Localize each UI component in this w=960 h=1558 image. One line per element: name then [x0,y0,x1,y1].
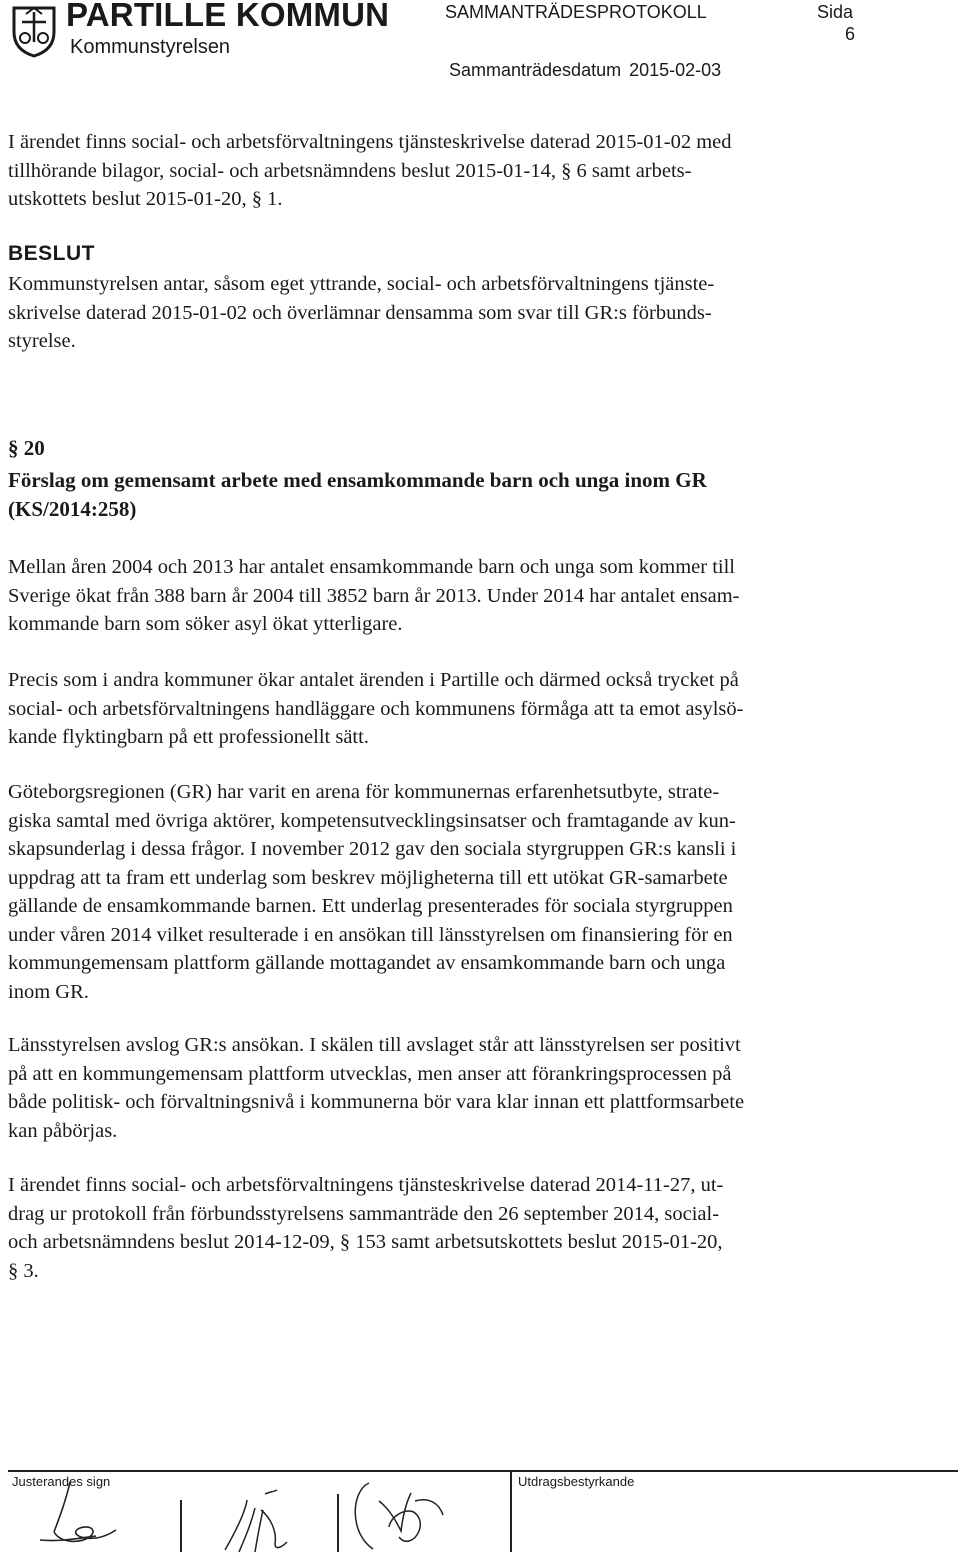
text-line: kommande barn som söker asyl ökat ytterligare. [8,613,403,635]
text-line: styrelse. [8,330,76,352]
municipal-coat-of-arms-logo [4,2,64,58]
text-line: social- och arbetsförvaltningens handläggare och kommunens förmåga att ta emot asylsö- [8,697,744,720]
meeting-date-label: Sammanträdesdatum [449,60,622,80]
footer-divider [8,1470,958,1472]
text-line: Göteborgsregionen (GR) har varit en arena för kommunernas erfarenhetsutbyte, strate- [8,781,720,803]
signature-divider [180,1500,182,1552]
page-number: 6 [845,24,856,44]
text-line: inom GR. [8,980,89,1003]
section-title: Förslag om gemensamt arbete med ensamkommande barn och unga inom GR [8,468,707,492]
text-line: och arbetsnämndens beslut 2014-12-09, § 153 samt arbetsutskottets beslut 2015-01-20, [8,1231,723,1253]
signature-divider [510,1472,512,1552]
text-line: Mellan åren 2004 och 2013 har antalet ensamkommande barn och unga som kommer till [8,556,735,578]
text-line: I ärendet finns social- och arbetsförvaltningens tjänsteskrivelse daterad 2015-01-02 med [8,131,732,153]
signature-3 [345,1475,455,1555]
signature-1 [20,1480,120,1550]
text-line: Kommunstyrelsen antar, såsom eget yttrande, social- och arbetsförvaltningens tjänste- [8,273,715,295]
text-line: skrivelse daterad 2015-01-02 och överlämnar densamma som svar till GR:s förbunds- [8,301,712,324]
body-paragraph [8,778,948,1006]
text-line: I ärendet finns social- och arbetsförvaltningens tjänsteskrivelse daterad 2014-11-27, ut- [8,1174,724,1196]
text-line: kommungemensam plattform gällande mottagandet av ensamkommande barn och unga [8,952,726,974]
section-number: § 20 [8,436,45,460]
justerandes-sign-label: Justerandes sign [12,1474,111,1489]
text-line: kan påbörjas. [8,1119,118,1142]
beslut-heading: BESLUT [8,242,95,265]
text-line: Precis som i andra kommuner ökar antalet ärenden i Partille och därmed också trycket på [8,669,739,691]
signature-divider [337,1494,339,1552]
text-line: skapsunderlag i dessa frågor. I november 2012 gav den sociala styrgruppen GR:s kansli i [8,838,737,860]
text-line: under våren 2014 vilket resulterade i en ansökan till länsstyrelsen om finansiering för en [8,923,733,946]
text-line: både politisk- och förvaltningsnivå i kommunerna bör vara klar innan ett plattformsarbete [8,1091,745,1113]
text-line: utskottets beslut 2015-01-20, § 1. [8,188,283,210]
body-paragraph [8,553,948,639]
text-line: tillhörande bilagor, social- och arbetsnämndens beslut 2015-01-14, § 6 samt arbets- [8,159,692,182]
utdragsbestyrkande-label: Utdragsbestyrkande [518,1474,635,1489]
text-line: Länsstyrelsen avslog GR:s ansökan. I skälen till avslaget står att länsstyrelsen ser positivt [8,1034,741,1056]
body-paragraph [8,666,948,752]
text-line: kande flyktingbarn på ett professionellt sätt. [8,726,369,748]
case-number: (KS/2014:258) [8,497,137,521]
org-name: PARTILLE KOMMUN [66,0,390,33]
text-line: på att en kommungemensam plattform utvecklas, men anser att förankringsprocessen på [8,1062,732,1085]
text-line: giska samtal med övriga aktörer, kompetensutvecklingsinsatser och framtagande av kun- [8,809,736,832]
document-type: SAMMANTRÄDESPROTOKOLL [445,2,707,22]
signature-2 [205,1480,295,1555]
meeting-date [449,60,721,81]
page-label: Sida [817,2,854,22]
text-line: uppdrag att ta fram ett underlag som beskrev möjligheterna till ett utökat GR-samarbete [8,866,728,889]
text-line: gällande de ensamkommande barnen. Ett underlag presenterades för sociala styrgruppen [8,895,733,917]
text-line: § 3. [8,1259,39,1282]
body-paragraph [8,1171,948,1285]
beslut-paragraph [8,270,948,356]
text-line: Sverige ökat från 388 barn år 2004 till 3852 barn år 2013. Under 2014 har antalet ensam- [8,584,740,607]
meeting-date-value: 2015-02-03 [629,60,722,80]
body-paragraph [8,1031,948,1145]
intro-paragraph [8,128,948,214]
org-unit: Kommunstyrelsen [70,36,231,58]
text-line: drag ur protokoll från förbundsstyrelsens sammanträde den 26 september 2014, social- [8,1202,720,1225]
